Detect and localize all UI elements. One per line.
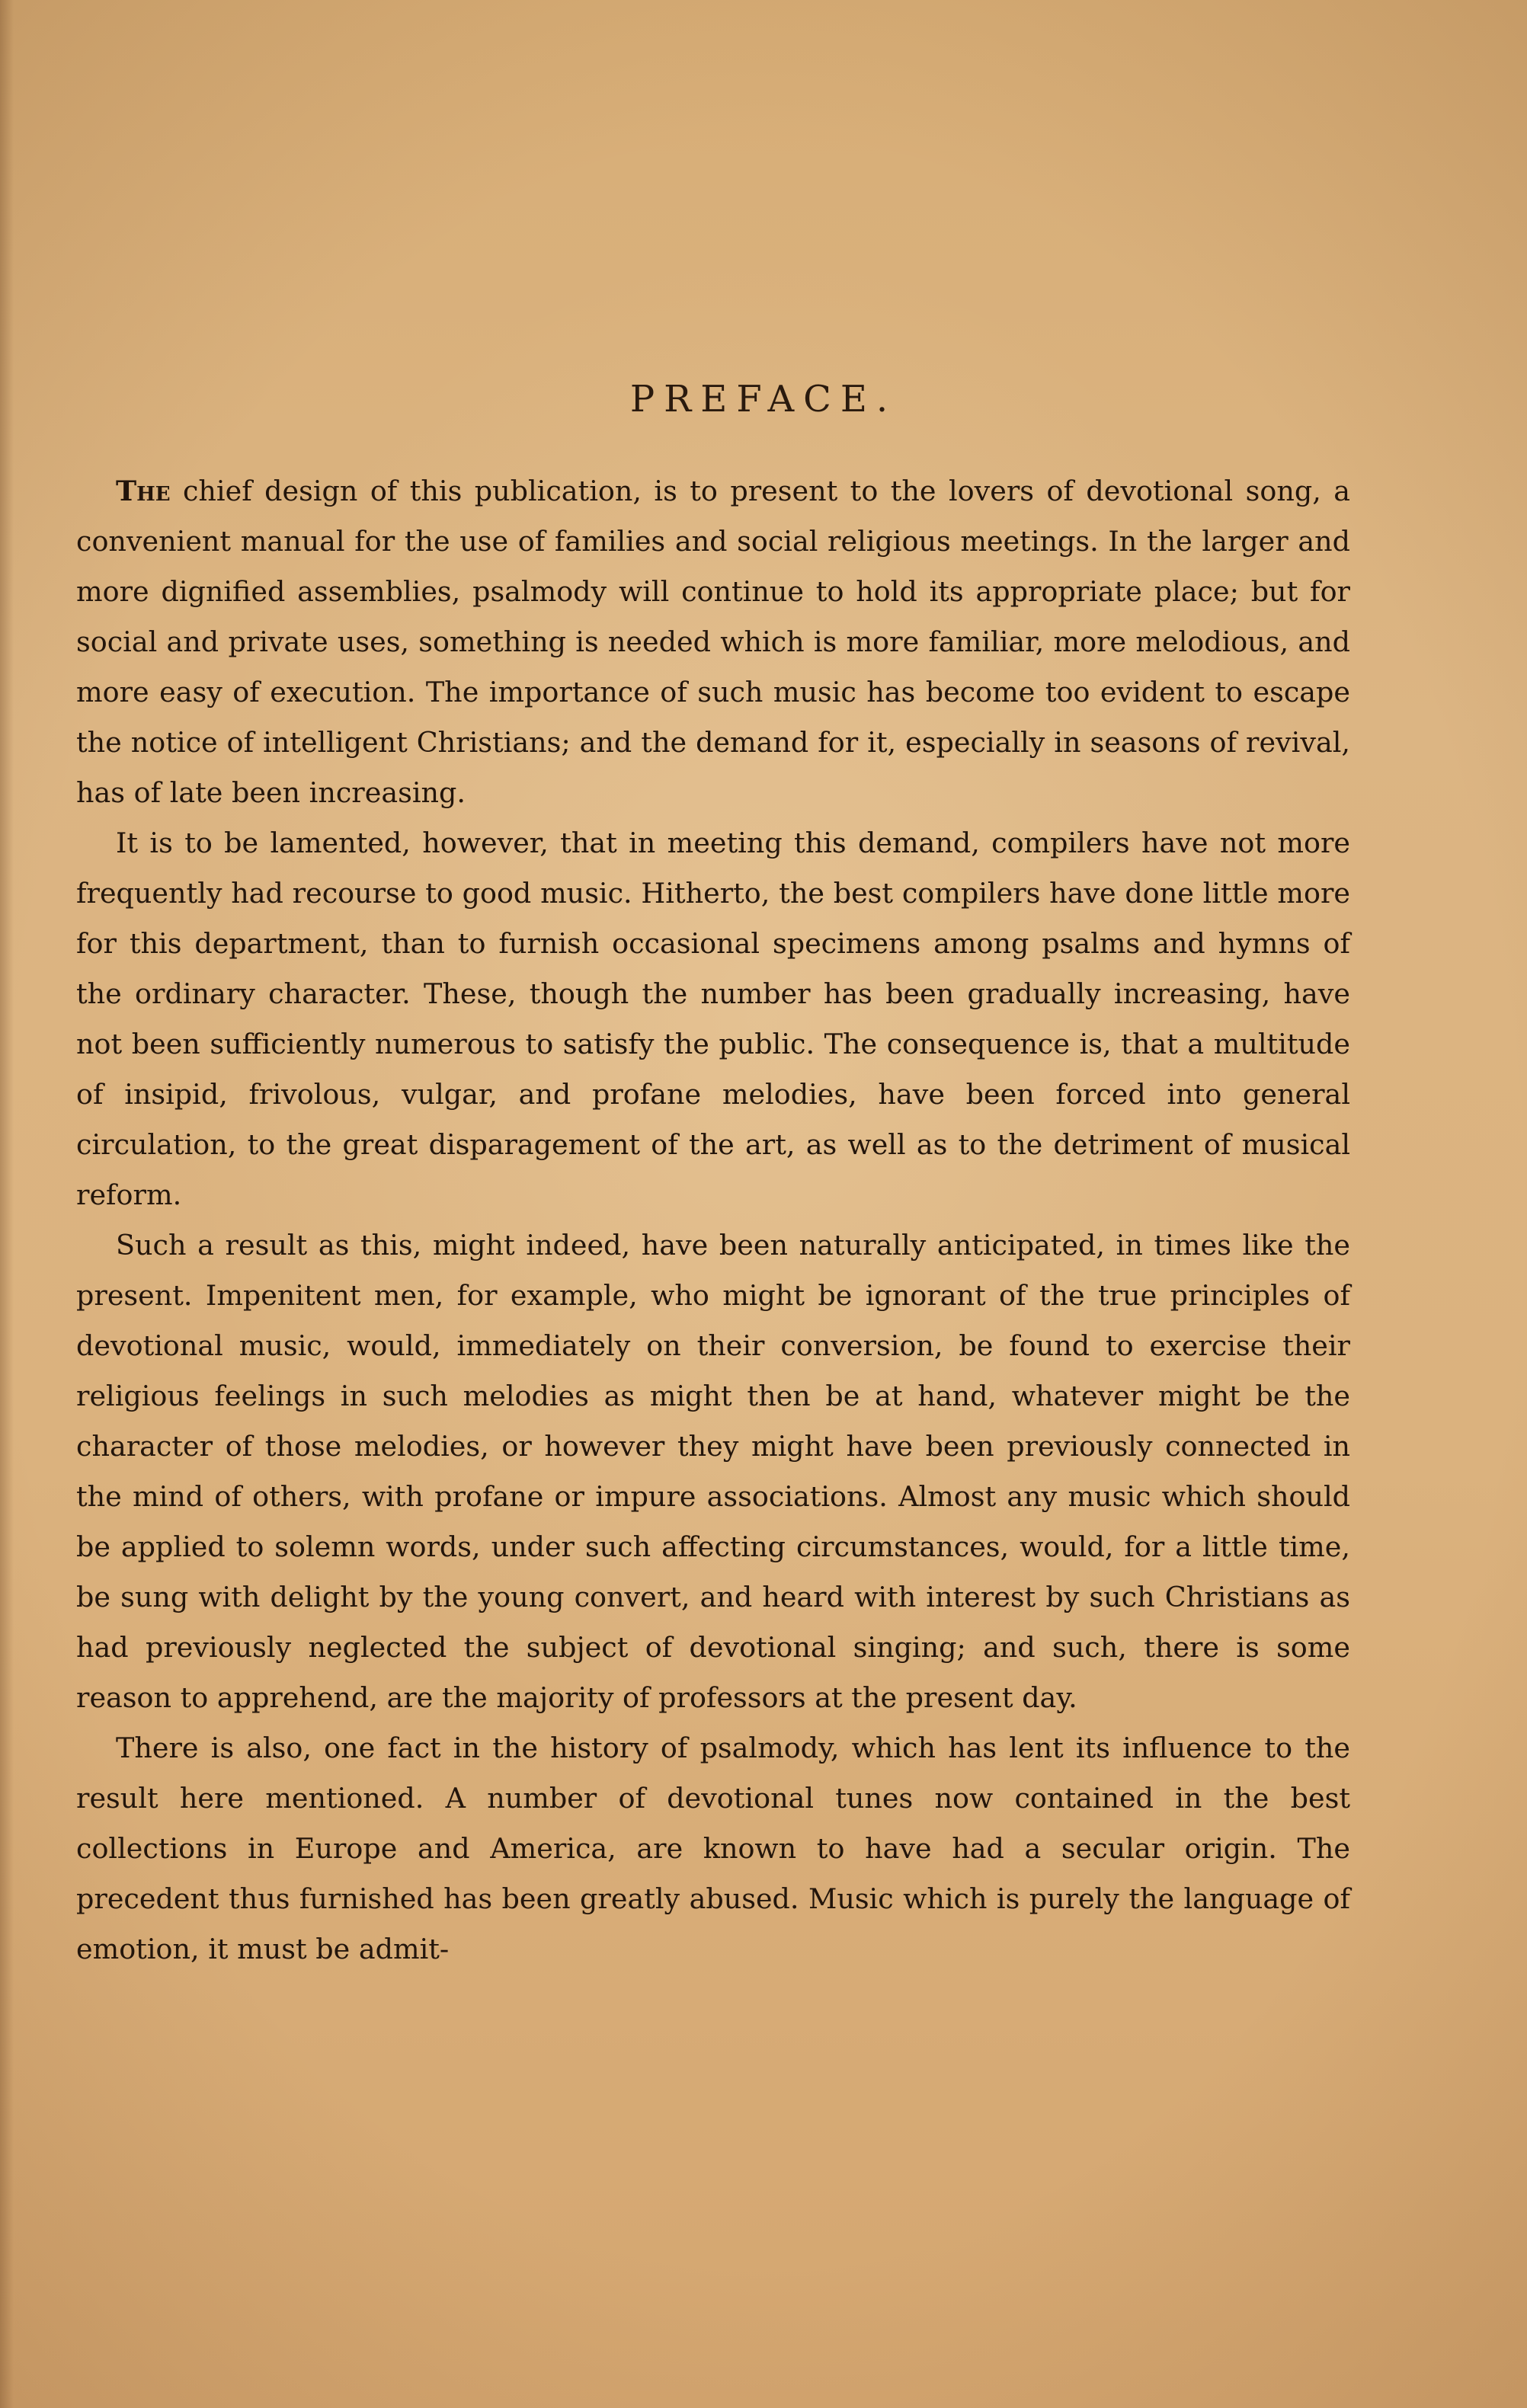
paragraph-2: It is to be lamented, however, that in meeting this demand, compilers have not more frequently had recourse to good music. Hitherto, the best compilers have done little more for this department, than to furnish occasional specimens among psalms and hymns of the ordinary character. These, though the number has been gradually increasing, have not been sufficiently numerous to satisfy the public. The consequence is, that a multitude of insipid, frivolous, vulgar, and profane melodies, have been forced into general circulation, to the great disparagement of the art, as well as to the detriment of musical reform. xyxy=(76,827,1350,1211)
drop-lead-word: The xyxy=(116,475,171,507)
page-title: PREFACE. xyxy=(629,378,898,421)
page-edge-shadow xyxy=(0,0,14,2408)
paragraph-4: There is also, one fact in the history of psalmody, which has lent its influence to the result here mentioned. A number of devotional tunes now contained in the best collections in Europe and America, are known to have had a secular origin. The precedent thus furnished has been greatly abused. Music which is purely the language of emotion, it must be admit- xyxy=(76,1732,1350,1965)
paragraph-3: Such a result as this, might indeed, have been naturally anticipated, in times like the present. Impenitent men, for example, who might be ignorant of the true principles of devotional music, would, immediately on their conversion, be found to exercise their religious feelings in such melodies as might then be at hand, whatever might be the character of those melodies, or however they might have been previously connected in the mind of others, with profane or impure associations. Almost any music which should be applied to solemn words, under such affecting circumstances, would, for a little time, be sung with delight by the young convert, and heard with interest by such Christians as had previously neglected the subject of devotional singing; and such, there is some reason to apprehend, are the majority of professors at the present day. xyxy=(76,1229,1350,1714)
paragraph-1-text: chief design of this publication, is to present to the lovers of devotional song, a convenient manual for the use of families and social religious meetings. In the larger and more dignified assemblies, psalmody will continue to hold its appropriate place; but for social and private uses, something is needed which is more familiar, more melodious, and more easy of execution. The importance of such music has become too evident to escape the notice of intelligent Christians; and the demand for it, especially in seasons of revival, has of late been increasing. xyxy=(76,475,1350,809)
body-text xyxy=(76,466,1350,1975)
paragraph-1 xyxy=(76,466,1350,818)
